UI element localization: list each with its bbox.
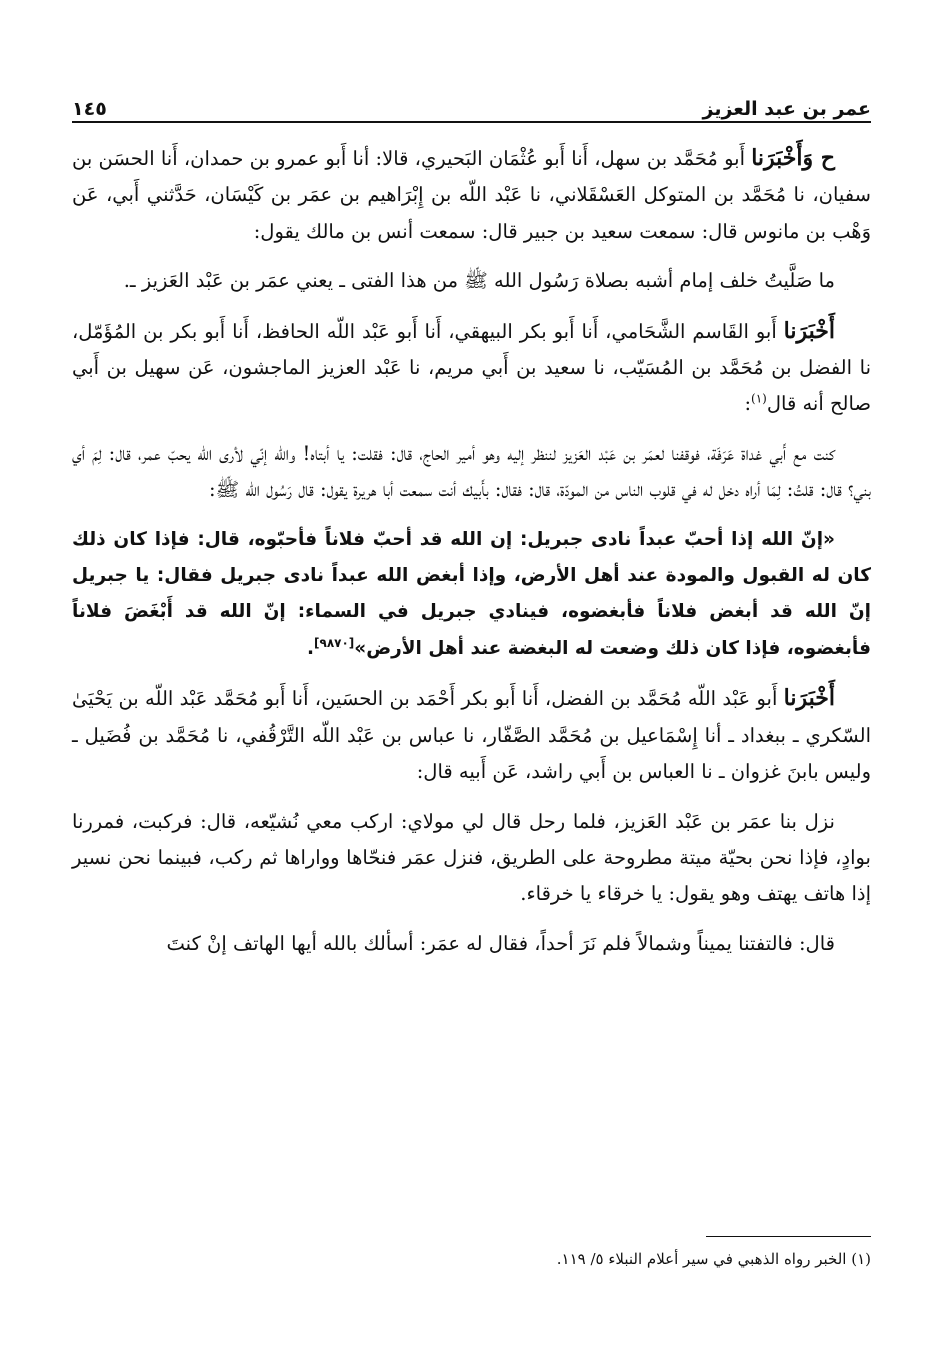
paragraph-3: أَخْبَرَنا أَبو القَاسم الشَّحَامي، أَنا أَبو بكر البيهقي، أَنا أَبو عَبْد اللّه الحافظ، أَنا أَبو بكر بن المُؤَمّل، نا الفضل بن مُحَمَّد بن المُسَيّب، نا سعيد بن أَبي مريم، نا عَبْد العزيز الماجشون، عَن سهيل بن أَبي صالح أنه قال$^{(١)}$: xyxy=(72,317,871,416)
paragraph-1 xyxy=(72,140,871,250)
running-title: عمر بن عبد العزيز xyxy=(702,98,871,120)
narration-keyword: ح وَأَخْبَرَنا xyxy=(751,145,835,171)
footnote xyxy=(72,1244,871,1274)
paragraph-4 xyxy=(72,436,871,509)
footnote-rule xyxy=(706,1236,871,1237)
paragraph-text: كنت مع أَبي غداة عَرَفَة، فوقفنا لعمَر بن عَبْد العَزيز لننظر إليه وهو أمير الحاج، قال: فقلت: يا أبتاه! والله إنّي لأرى الله يحبّ عمر، قال: لِمَ أي بني؟ قال: قلتُ: لِمَا أراه دخل له في قلوب الناس من المودّة، قال: فقال: بأَبيك أنت سمعت أبا هريرة يقول: قال رَسُول الله ﷺ: xyxy=(72,441,871,502)
paragraph-text: أَبو القَاسم الشَّحَامي، أَنا أَبو بكر البيهقي، أَنا أَبو عَبْد اللّه الحافظ، أَنا أَبو بكر بن المُؤَمّل، نا الفضل بن مُحَمَّد بن المُسَيّب، نا سعيد بن أَبي مريم، نا عَبْد العزيز الماجشون، عَن سهيل بن أَبي صالح أنه قال xyxy=(72,319,871,416)
footnote-text: الخبر رواه الذهبي في سير أعلام النبلاء ٥/ ١١٩. xyxy=(556,1250,852,1268)
narration-keyword: أَخْبَرَنا xyxy=(783,685,835,712)
paragraph-text: أَبو مُحَمَّد بن سهل، أَنا أَبو عُثْمَان البَحيري، قالا: أنا أَبو عمرو بن حمدان، أَنا الحسَن بن سفيان، نا مُحَمَّد بن المتوكل العَسْقَلاني، نا عَبْد اللّه بن إِبْرَاهيم بن عمَر بن كَيْسَان، حَدَّثني أَبي، عَن وَهْب بن مانوس قال: سمعت سعيد بن جبير قال: سمعت أنس بن مالك يقول: xyxy=(72,147,871,243)
main-text xyxy=(72,140,871,975)
paragraph-text: «إنّ الله إذا أحبّ عبداً نادى جبريل: إن الله قد أحبّ فلاناً فأحبّوه، قال: فإذا كان ذلك كان له القبول والمودة عند أهل الأرض، وإذا أبغض الله عبداً نادى جبريل فقال: يا جبريل إنّ الله قد أبغض فلاناً فأبغضوه، فينادي جبريل في السماء: إنّ الله قد أَبْغَضَ فلاناً فأبغضوه، فإذا كان ذلك وضعت له البغضة عند أهل الأرض» xyxy=(72,528,871,659)
paragraph-7 xyxy=(72,804,871,913)
paragraph-text: قال: فالتفتنا يميناً وشمالاً فلم نَرَ أحداً، فقال له عمَر: أسألك بالله أيها الهاتف إنْ كنتَ xyxy=(166,931,835,955)
page-number: ١٤٥ xyxy=(72,98,107,120)
paragraph-text: ما صَلَّيتُ خلف إمام أشبه بصلاة رَسُول الله ﷺ من هذا الفتى ـ يعني عمَر بن عَبْد العَزيز ـ. xyxy=(123,269,835,293)
running-head xyxy=(72,84,871,120)
paragraph-2 xyxy=(72,263,871,299)
footnote-ref[interactable]: (١) xyxy=(751,391,767,406)
footnote-number: (١) xyxy=(851,1250,871,1268)
paragraph-text: نزل بنا عمَر بن عَبْد العَزيز، فلما رحل قال لي مولاي: اركب معي نُشيّعه، قال: فركبت، فمررنا بوادٍ، فإذا نحن بحيّة ميتة مطروحة على الطريق، فنزل عمَر فنحّاها وواراها ثم ركب، فبينما نحن نسير إذا هاتف يهتف وهو يقول: يا خرقاء يا خرقاء. xyxy=(72,809,871,906)
paragraph-8 xyxy=(72,926,871,962)
hadith-number: [٩٨٧٠] xyxy=(314,635,355,650)
header-rule xyxy=(72,121,871,123)
paragraph-6 xyxy=(72,680,871,790)
narration-keyword: أَخْبَرَنا xyxy=(783,317,835,344)
hadith-text: «إنّ الله إذا أحبّ عبداً نادى جبريل: إن الله قد أحبّ فلاناً فأحبّوه، قال: فإذا كان ذلك كان له القبول والمودة عند أهل الأرض، وإذا أبغض الله عبداً نادى جبريل فقال: يا جبريل إنّ الله قد أبغض فلاناً فأبغضوه، فينادي جبريل في السماء: إنّ الله قد أَبْغَضَ فلاناً فأبغضوه، فإذا كان ذلك وضعت له البغضة عند أهل الأرض»[٩٨٧٠]. xyxy=(72,528,871,659)
paragraph-text: أَبو عَبْد اللّه مُحَمَّد بن الفضل، أَنا أَبو بكر أَحْمَد بن الحسَين، أَنا أَبو مُحَمَّد عَبْد اللّه بن يَحْيَىٰ السّكري ـ ببغداد ـ أنا إِسْمَاعيل بن مُحَمَّد الصَّفّار، نا عباس بن عَبْد اللّه التَّرْقُفي، نا مُحَمَّد بن فُضَيل ـ وليس بابنَ غزوان ـ نا العباس بن أَبي راشد، عَن أَبيه قال: xyxy=(72,687,871,784)
